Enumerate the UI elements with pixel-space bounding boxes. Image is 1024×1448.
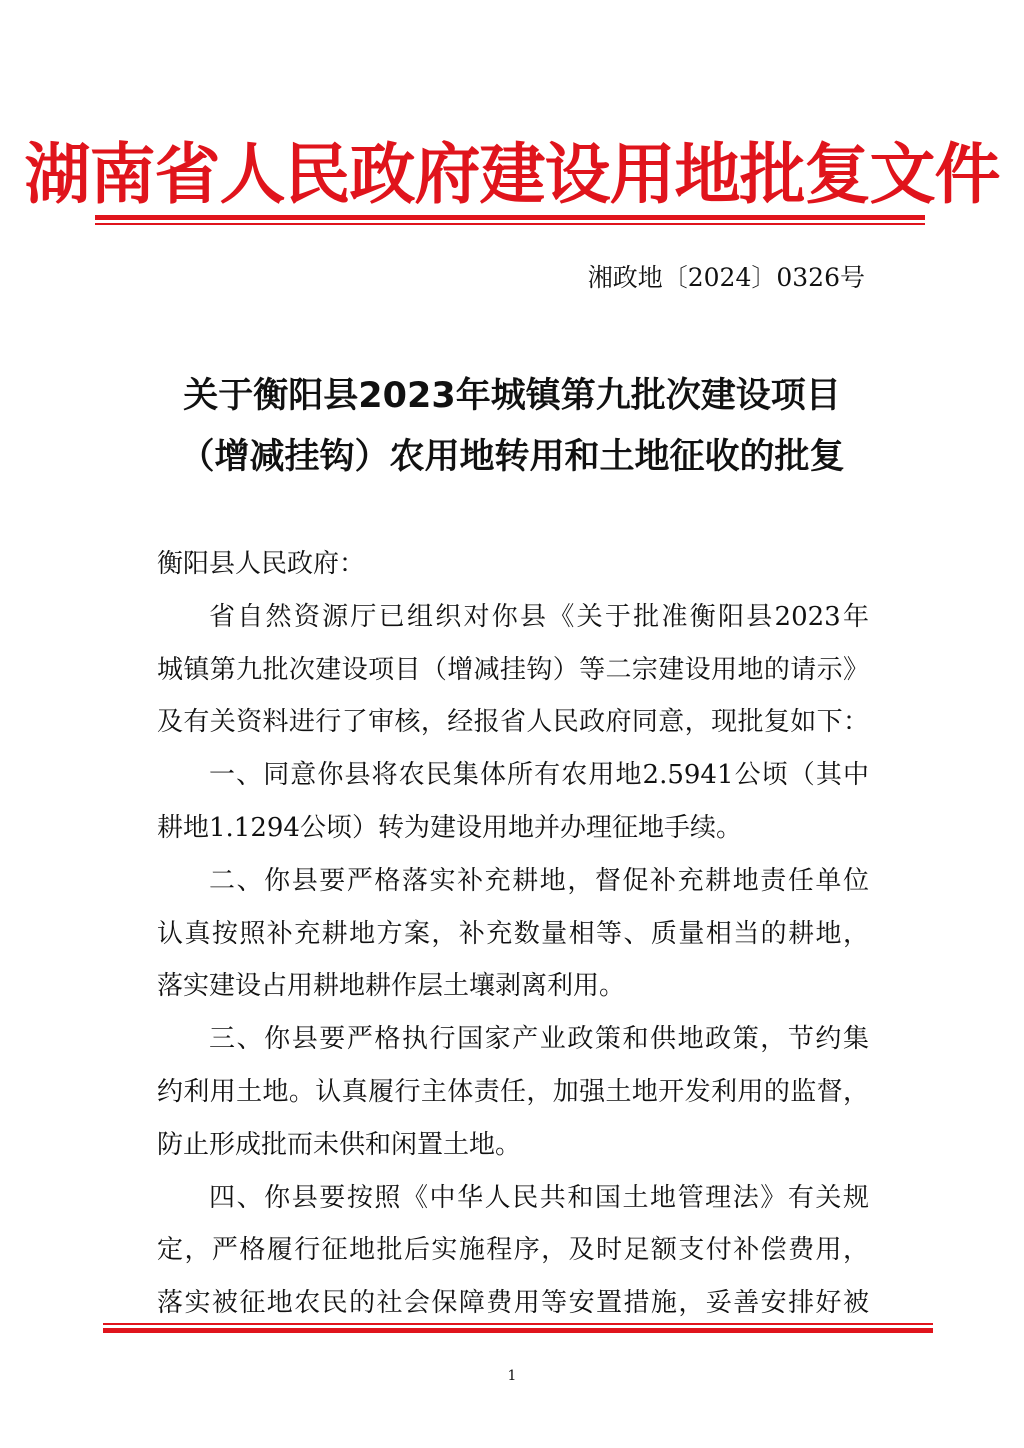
body-line: 定，严格履行征地批后实施程序，及时足额支付补偿费用，	[157, 1235, 869, 1266]
document-title-line-1: 关于衡阳县2023年城镇第九批次建设项目	[183, 376, 841, 416]
body-line: 约利用土地。认真履行主体责任，加强土地开发利用的监督，	[157, 1076, 869, 1107]
body-line: 一、同意你县将农民集体所有农用地2.5941公顷（其中	[209, 760, 869, 791]
body-line: 落实建设占用耕地耕作层土壤剥离利用。	[157, 971, 626, 1002]
body-line: 城镇第九批次建设项目（增减挂钩）等二宗建设用地的请示》	[157, 654, 869, 685]
page-number: 1	[507, 1368, 517, 1384]
header-rule-thin	[95, 223, 925, 225]
salutation: 衡阳县人民政府：	[157, 549, 366, 579]
document-title	[130, 366, 894, 488]
body-line: 三、你县要严格执行国家产业政策和供地政策，节约集	[209, 1024, 869, 1055]
header-rule-thick	[95, 215, 925, 220]
body-line: 耕地1.1294公顷）转为建设用地并办理征地手续。	[157, 812, 742, 843]
footer-rule-thick	[103, 1328, 933, 1333]
body-line: 及有关资料进行了审核，经报省人民政府同意，现批复如下：	[157, 707, 869, 738]
footer-rule-thin	[103, 1323, 933, 1325]
document-body	[157, 538, 869, 1330]
body-line: 认真按照补充耕地方案，补充数量相等、质量相当的耕地，	[157, 918, 869, 949]
body-line: 四、你县要按照《中华人民共和国土地管理法》有关规	[209, 1182, 869, 1213]
body-line: 省自然资源厅已组织对你县《关于批准衡阳县2023年	[209, 601, 869, 632]
body-line: 落实被征地农民的社会保障费用等安置措施，妥善安排好被	[157, 1288, 869, 1319]
red-header-title: 湖南省人民政府建设用地批复文件	[24, 136, 1000, 213]
document-number: 湘政地〔2024〕0326号	[587, 263, 865, 292]
body-line: 二、你县要严格落实补充耕地，督促补充耕地责任单位	[209, 865, 869, 896]
document-title-line-2: （增减挂钩）农用地转用和土地征收的批复	[179, 437, 845, 477]
body-line: 防止形成批而未供和闲置土地。	[157, 1129, 522, 1160]
